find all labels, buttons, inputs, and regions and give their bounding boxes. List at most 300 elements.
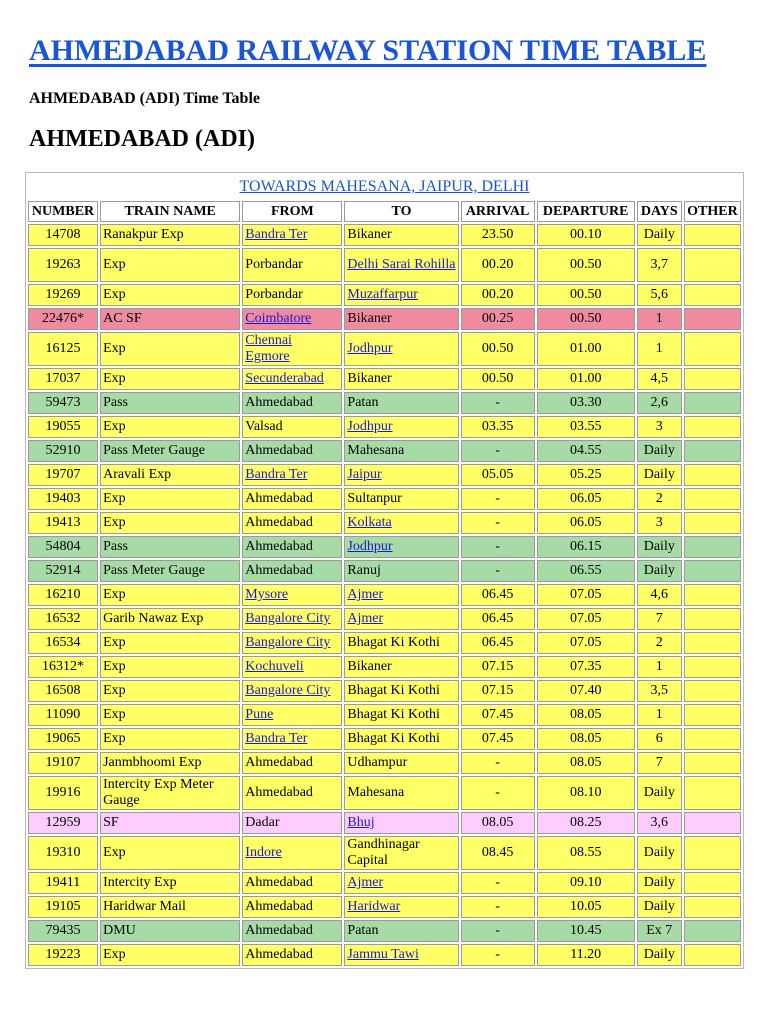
cell-arrival: 06.45 xyxy=(461,608,535,630)
cell-arrival: - xyxy=(461,488,535,510)
cell-arrival: - xyxy=(461,776,535,810)
cell-number: 16210 xyxy=(28,584,98,606)
table-row xyxy=(28,920,741,942)
cell-days: Ex 7 xyxy=(637,920,682,942)
cell-train-name: Exp xyxy=(100,248,240,282)
cell-number: 16125 xyxy=(28,332,98,366)
cell-to: Patan xyxy=(344,920,458,942)
cell-other xyxy=(684,368,741,390)
cell-other xyxy=(684,488,741,510)
station-link[interactable]: Bangalore City xyxy=(245,683,331,698)
cell-departure: 03.55 xyxy=(537,416,635,438)
cell-from[interactable] xyxy=(242,632,342,654)
cell-number: 16534 xyxy=(28,632,98,654)
station-link[interactable]: Jaipur xyxy=(347,467,382,482)
cell-from[interactable] xyxy=(242,728,342,750)
column-header-train-name: TRAIN NAME xyxy=(100,201,240,222)
table-row xyxy=(28,512,741,534)
cell-from: Ahmedabad xyxy=(242,440,342,462)
cell-train-name: Pass Meter Gauge xyxy=(100,560,240,582)
cell-days: Daily xyxy=(637,836,682,870)
cell-to[interactable] xyxy=(344,536,458,558)
cell-from: Ahmedabad xyxy=(242,560,342,582)
cell-other xyxy=(684,392,741,414)
cell-number: 14708 xyxy=(28,224,98,246)
cell-from: Valsad xyxy=(242,416,342,438)
cell-other xyxy=(684,752,741,774)
cell-train-name: Exp xyxy=(100,368,240,390)
cell-number: 19707 xyxy=(28,464,98,486)
cell-departure: 07.40 xyxy=(537,680,635,702)
cell-to[interactable] xyxy=(344,944,458,966)
table-row xyxy=(28,536,741,558)
cell-departure: 08.05 xyxy=(537,752,635,774)
station-link[interactable]: Bandra Ter xyxy=(245,731,308,746)
column-header-from: FROM xyxy=(242,201,342,222)
cell-to: Bikaner xyxy=(344,224,458,246)
cell-to: Mahesana xyxy=(344,776,458,810)
cell-from[interactable] xyxy=(242,332,342,366)
table-caption-link[interactable]: TOWARDS MAHESANA, JAIPUR, DELHI xyxy=(239,178,530,195)
table-row xyxy=(28,560,741,582)
cell-number: 19413 xyxy=(28,512,98,534)
station-link[interactable]: Jodhpur xyxy=(347,419,393,434)
station-link[interactable]: Jammu Tawi xyxy=(347,947,419,962)
cell-other xyxy=(684,608,741,630)
cell-to[interactable] xyxy=(344,464,458,486)
table-row xyxy=(28,416,741,438)
cell-train-name: Exp xyxy=(100,728,240,750)
table-row xyxy=(28,608,741,630)
cell-train-name: Janmbhoomi Exp xyxy=(100,752,240,774)
cell-from: Dadar xyxy=(242,812,342,834)
cell-train-name: Aravali Exp xyxy=(100,464,240,486)
cell-arrival: - xyxy=(461,944,535,966)
cell-other xyxy=(684,512,741,534)
table-row xyxy=(28,632,741,654)
table-row xyxy=(28,704,741,726)
cell-to[interactable] xyxy=(344,896,458,918)
cell-days: 1 xyxy=(637,332,682,366)
cell-days: 3,7 xyxy=(637,248,682,282)
cell-departure: 06.05 xyxy=(537,488,635,510)
cell-days: 2 xyxy=(637,632,682,654)
table-row xyxy=(28,440,741,462)
cell-departure: 07.05 xyxy=(537,608,635,630)
cell-arrival: - xyxy=(461,752,535,774)
cell-to[interactable] xyxy=(344,284,458,306)
cell-arrival: - xyxy=(461,536,535,558)
cell-arrival: - xyxy=(461,560,535,582)
cell-number: 19065 xyxy=(28,728,98,750)
cell-days: Daily xyxy=(637,224,682,246)
cell-other xyxy=(684,224,741,246)
station-link[interactable]: Delhi Sarai Rohilla xyxy=(347,257,456,272)
cell-other xyxy=(684,920,741,942)
cell-from: Ahmedabad xyxy=(242,944,342,966)
cell-departure: 05.25 xyxy=(537,464,635,486)
cell-other xyxy=(684,896,741,918)
table-row xyxy=(28,308,741,330)
cell-other xyxy=(684,656,741,678)
cell-other xyxy=(684,812,741,834)
station-link[interactable]: Indore xyxy=(245,845,282,860)
cell-number: 12959 xyxy=(28,812,98,834)
cell-from[interactable] xyxy=(242,224,342,246)
cell-departure: 06.55 xyxy=(537,560,635,582)
table-row xyxy=(28,284,741,306)
cell-departure: 06.05 xyxy=(537,512,635,534)
cell-from[interactable] xyxy=(242,584,342,606)
table-row xyxy=(28,836,741,870)
table-row xyxy=(28,776,741,810)
cell-departure: 01.00 xyxy=(537,332,635,366)
cell-train-name: Pass xyxy=(100,392,240,414)
cell-to: Mahesana xyxy=(344,440,458,462)
cell-departure: 08.05 xyxy=(537,728,635,750)
cell-from[interactable] xyxy=(242,608,342,630)
cell-other xyxy=(684,416,741,438)
cell-arrival: - xyxy=(461,920,535,942)
cell-train-name: Garib Nawaz Exp xyxy=(100,608,240,630)
cell-other xyxy=(684,836,741,870)
column-header-number: NUMBER xyxy=(28,201,98,222)
station-link[interactable]: Jodhpur xyxy=(347,341,393,356)
cell-other xyxy=(684,680,741,702)
station-link[interactable]: Bhuj xyxy=(347,815,375,830)
cell-other xyxy=(684,944,741,966)
cell-arrival: 00.20 xyxy=(461,248,535,282)
cell-other xyxy=(684,632,741,654)
cell-train-name: Exp xyxy=(100,944,240,966)
cell-number: 19223 xyxy=(28,944,98,966)
cell-train-name: Exp xyxy=(100,680,240,702)
table-row xyxy=(28,752,741,774)
cell-arrival: - xyxy=(461,392,535,414)
cell-arrival: 07.45 xyxy=(461,704,535,726)
cell-train-name: Haridwar Mail xyxy=(100,896,240,918)
cell-days: Daily xyxy=(637,440,682,462)
cell-days: Daily xyxy=(637,536,682,558)
cell-other xyxy=(684,776,741,810)
station-link[interactable]: Kochuveli xyxy=(245,659,304,674)
table-header-row xyxy=(28,201,741,222)
cell-departure: 00.50 xyxy=(537,308,635,330)
cell-to: Bikaner xyxy=(344,368,458,390)
cell-to: Bikaner xyxy=(344,308,458,330)
cell-to[interactable] xyxy=(344,416,458,438)
cell-other xyxy=(684,584,741,606)
cell-days: Daily xyxy=(637,776,682,810)
cell-arrival: 03.35 xyxy=(461,416,535,438)
cell-from[interactable] xyxy=(242,656,342,678)
cell-from: Porbandar xyxy=(242,284,342,306)
cell-number: 19411 xyxy=(28,872,98,894)
cell-train-name: Intercity Exp Meter Gauge xyxy=(100,776,240,810)
cell-departure: 03.30 xyxy=(537,392,635,414)
station-link[interactable]: Mysore xyxy=(245,587,289,602)
table-row xyxy=(28,728,741,750)
cell-train-name: Exp xyxy=(100,416,240,438)
table-row xyxy=(28,488,741,510)
table-row xyxy=(28,896,741,918)
table-row xyxy=(28,872,741,894)
cell-from[interactable] xyxy=(242,680,342,702)
table-row xyxy=(28,944,741,966)
cell-other xyxy=(684,440,741,462)
cell-days: 3,6 xyxy=(637,812,682,834)
cell-number: 16312* xyxy=(28,656,98,678)
page-title[interactable]: AHMEDABAD RAILWAY STATION TIME TABLE xyxy=(29,34,707,67)
cell-from: Ahmedabad xyxy=(242,776,342,810)
cell-number: 79435 xyxy=(28,920,98,942)
cell-days: Daily xyxy=(637,464,682,486)
cell-arrival: 23.50 xyxy=(461,224,535,246)
table-row xyxy=(28,584,741,606)
cell-departure: 07.05 xyxy=(537,632,635,654)
cell-from[interactable] xyxy=(242,836,342,870)
cell-departure: 01.00 xyxy=(537,368,635,390)
column-header-days: DAYS xyxy=(637,201,682,222)
cell-from: Ahmedabad xyxy=(242,536,342,558)
cell-to: Gandhinagar Capital xyxy=(344,836,458,870)
station-link[interactable]: Jodhpur xyxy=(347,539,393,554)
cell-departure: 06.15 xyxy=(537,536,635,558)
cell-number: 19916 xyxy=(28,776,98,810)
cell-to: Udhampur xyxy=(344,752,458,774)
cell-from: Ahmedabad xyxy=(242,488,342,510)
cell-departure: 04.55 xyxy=(537,440,635,462)
cell-days: 1 xyxy=(637,308,682,330)
cell-number: 11090 xyxy=(28,704,98,726)
timetable xyxy=(25,172,744,969)
cell-from[interactable] xyxy=(242,464,342,486)
cell-from: Porbandar xyxy=(242,248,342,282)
cell-days: 4,6 xyxy=(637,584,682,606)
cell-departure: 08.25 xyxy=(537,812,635,834)
cell-departure: 08.10 xyxy=(537,776,635,810)
cell-number: 19269 xyxy=(28,284,98,306)
cell-other xyxy=(684,536,741,558)
cell-days: 2,6 xyxy=(637,392,682,414)
cell-to: Bhagat Ki Kothi xyxy=(344,728,458,750)
cell-arrival: - xyxy=(461,896,535,918)
column-header-to: TO xyxy=(344,201,458,222)
cell-arrival: - xyxy=(461,512,535,534)
cell-arrival: 00.25 xyxy=(461,308,535,330)
cell-train-name: Exp xyxy=(100,632,240,654)
table-row xyxy=(28,368,741,390)
cell-to[interactable] xyxy=(344,248,458,282)
cell-from: Ahmedabad xyxy=(242,872,342,894)
cell-departure: 00.50 xyxy=(537,248,635,282)
cell-to[interactable] xyxy=(344,812,458,834)
cell-arrival: - xyxy=(461,440,535,462)
cell-departure: 07.05 xyxy=(537,584,635,606)
cell-to: Bikaner xyxy=(344,656,458,678)
table-row xyxy=(28,464,741,486)
station-link[interactable]: Pune xyxy=(245,707,274,722)
cell-from[interactable] xyxy=(242,308,342,330)
cell-departure: 07.35 xyxy=(537,656,635,678)
cell-number: 19263 xyxy=(28,248,98,282)
cell-other xyxy=(684,560,741,582)
cell-days: 3,5 xyxy=(637,680,682,702)
cell-arrival: 06.45 xyxy=(461,632,535,654)
station-heading: AHMEDABAD (ADI) xyxy=(29,126,255,152)
station-link[interactable]: Secunderabad xyxy=(245,371,324,386)
cell-arrival: 07.15 xyxy=(461,680,535,702)
cell-arrival: 08.05 xyxy=(461,812,535,834)
cell-number: 52910 xyxy=(28,440,98,462)
cell-number: 19107 xyxy=(28,752,98,774)
cell-days: 6 xyxy=(637,728,682,750)
station-link[interactable]: Ajmer xyxy=(347,611,384,626)
cell-days: Daily xyxy=(637,560,682,582)
cell-departure: 11.20 xyxy=(537,944,635,966)
cell-days: 3 xyxy=(637,416,682,438)
cell-arrival: 07.45 xyxy=(461,728,535,750)
cell-train-name: Exp xyxy=(100,488,240,510)
table-row xyxy=(28,332,741,366)
column-header-arrival: ARRIVAL xyxy=(461,201,535,222)
cell-days: Daily xyxy=(637,896,682,918)
cell-train-name: SF xyxy=(100,812,240,834)
station-link[interactable]: Ajmer xyxy=(347,875,384,890)
cell-days: 7 xyxy=(637,752,682,774)
cell-departure: 08.05 xyxy=(537,704,635,726)
cell-train-name: Intercity Exp xyxy=(100,872,240,894)
station-link[interactable]: Coimbatore xyxy=(245,311,312,326)
cell-number: 52914 xyxy=(28,560,98,582)
cell-from[interactable] xyxy=(242,368,342,390)
cell-other xyxy=(684,332,741,366)
cell-to: Patan xyxy=(344,392,458,414)
cell-to[interactable] xyxy=(344,872,458,894)
cell-arrival: 00.20 xyxy=(461,284,535,306)
table-row xyxy=(28,680,741,702)
cell-departure: 00.10 xyxy=(537,224,635,246)
cell-train-name: Exp xyxy=(100,656,240,678)
cell-number: 16508 xyxy=(28,680,98,702)
cell-departure: 00.50 xyxy=(537,284,635,306)
column-header-other: OTHER xyxy=(684,201,741,222)
station-link[interactable]: Kolkata xyxy=(347,515,392,530)
cell-train-name: AC SF xyxy=(100,308,240,330)
cell-train-name: Exp xyxy=(100,512,240,534)
cell-number: 17037 xyxy=(28,368,98,390)
cell-number: 19310 xyxy=(28,836,98,870)
cell-train-name: DMU xyxy=(100,920,240,942)
table-row xyxy=(28,224,741,246)
cell-other xyxy=(684,872,741,894)
cell-other xyxy=(684,704,741,726)
cell-from: Ahmedabad xyxy=(242,752,342,774)
table-row xyxy=(28,392,741,414)
cell-to[interactable] xyxy=(344,584,458,606)
cell-train-name: Pass xyxy=(100,536,240,558)
cell-to[interactable] xyxy=(344,608,458,630)
cell-to[interactable] xyxy=(344,332,458,366)
table-row xyxy=(28,248,741,282)
cell-arrival: 05.05 xyxy=(461,464,535,486)
cell-arrival: 06.45 xyxy=(461,584,535,606)
cell-arrival: - xyxy=(461,872,535,894)
cell-days: Daily xyxy=(637,944,682,966)
cell-departure: 09.10 xyxy=(537,872,635,894)
cell-from: Ahmedabad xyxy=(242,920,342,942)
cell-days: 1 xyxy=(637,656,682,678)
table-caption[interactable] xyxy=(28,175,741,199)
cell-arrival: 08.45 xyxy=(461,836,535,870)
cell-number: 19055 xyxy=(28,416,98,438)
station-link[interactable]: Bangalore City xyxy=(245,635,331,650)
cell-number: 54804 xyxy=(28,536,98,558)
cell-other xyxy=(684,248,741,282)
cell-days: 7 xyxy=(637,608,682,630)
cell-other xyxy=(684,284,741,306)
cell-number: 16532 xyxy=(28,608,98,630)
column-header-departure: DEPARTURE xyxy=(537,201,635,222)
cell-train-name: Exp xyxy=(100,332,240,366)
cell-other xyxy=(684,308,741,330)
cell-train-name: Exp xyxy=(100,836,240,870)
table-row xyxy=(28,656,741,678)
cell-number: 19105 xyxy=(28,896,98,918)
station-link[interactable]: Muzaffarpur xyxy=(347,287,418,302)
cell-departure: 10.05 xyxy=(537,896,635,918)
cell-train-name: Ranakpur Exp xyxy=(100,224,240,246)
cell-other xyxy=(684,728,741,750)
station-link[interactable]: Chennai Egmore xyxy=(245,333,292,364)
cell-arrival: 00.50 xyxy=(461,332,535,366)
station-link[interactable]: Haridwar xyxy=(347,899,401,914)
cell-number: 22476* xyxy=(28,308,98,330)
cell-train-name: Exp xyxy=(100,284,240,306)
cell-from: Ahmedabad xyxy=(242,512,342,534)
cell-departure: 10.45 xyxy=(537,920,635,942)
cell-train-name: Exp xyxy=(100,584,240,606)
cell-days: Daily xyxy=(637,872,682,894)
cell-to: Ranuj xyxy=(344,560,458,582)
cell-from: Ahmedabad xyxy=(242,392,342,414)
cell-number: 19403 xyxy=(28,488,98,510)
page-subtitle: AHMEDABAD (ADI) Time Table xyxy=(29,90,260,107)
cell-departure: 08.55 xyxy=(537,836,635,870)
cell-train-name: Pass Meter Gauge xyxy=(100,440,240,462)
cell-to: Sultanpur xyxy=(344,488,458,510)
station-link[interactable]: Bandra Ter xyxy=(245,467,308,482)
cell-number: 59473 xyxy=(28,392,98,414)
cell-to: Bhagat Ki Kothi xyxy=(344,632,458,654)
cell-from[interactable] xyxy=(242,704,342,726)
cell-arrival: 07.15 xyxy=(461,656,535,678)
cell-train-name: Exp xyxy=(100,704,240,726)
table-row xyxy=(28,812,741,834)
cell-arrival: 00.50 xyxy=(461,368,535,390)
cell-days: 2 xyxy=(637,488,682,510)
cell-to: Bhagat Ki Kothi xyxy=(344,704,458,726)
cell-days: 4,5 xyxy=(637,368,682,390)
cell-other xyxy=(684,464,741,486)
station-link[interactable]: Ajmer xyxy=(347,587,384,602)
cell-days: 3 xyxy=(637,512,682,534)
cell-from: Ahmedabad xyxy=(242,896,342,918)
cell-to[interactable] xyxy=(344,512,458,534)
station-link[interactable]: Bangalore City xyxy=(245,611,331,626)
station-link[interactable]: Bandra Ter xyxy=(245,227,308,242)
cell-days: 5,6 xyxy=(637,284,682,306)
